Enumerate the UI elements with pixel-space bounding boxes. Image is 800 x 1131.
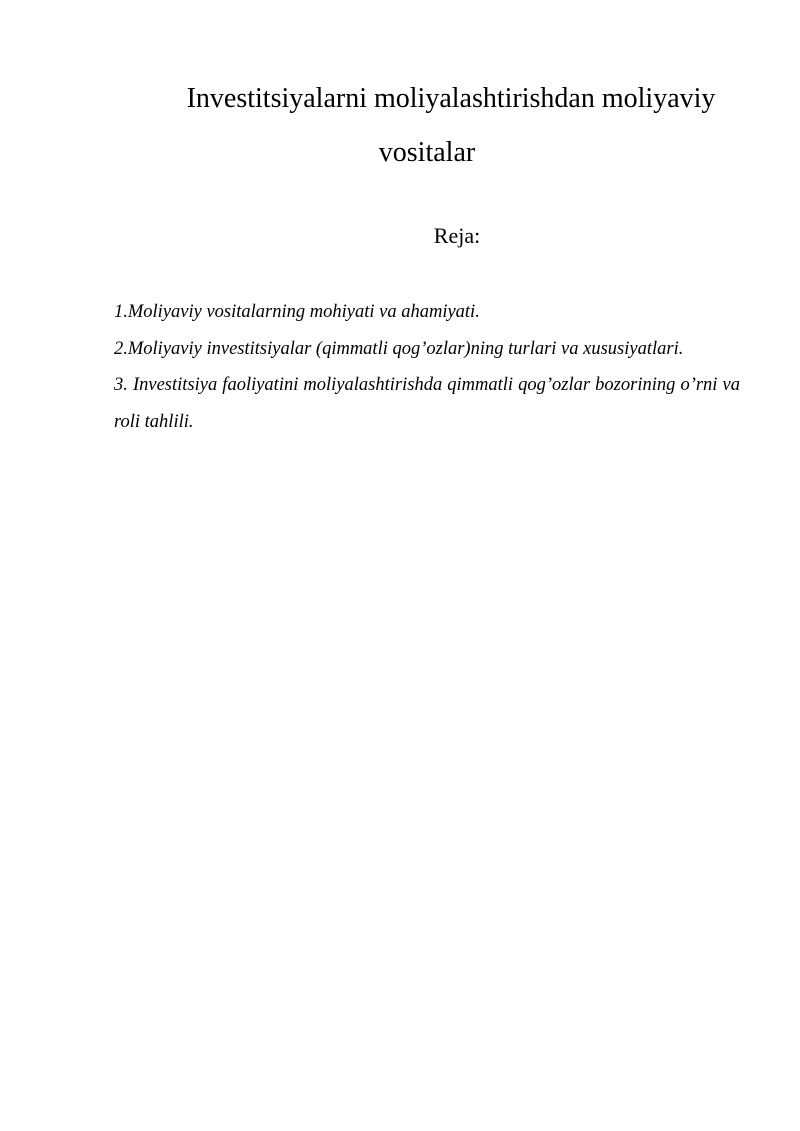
plan-list [114,294,740,440]
plan-item-1: 1.Moliyaviy vositalarning mohiyati va ahamiyati. [114,302,480,322]
plan-item-3: 3. Investitsiya faoliyatini moliyalashtirishda qimmatli qog’ozlar bozorining o’rni va roli tahlili. [114,375,740,432]
plan-item-2: 2.Moliyaviy investitsiyalar (qimmatli qog’ozlar)ning turlari va xususiyatlari. [114,338,684,359]
plan-heading: Reja: [433,223,481,248]
document-title: Investitsiyalarni moliyalashtirishdan moliyaviy vositalar [186,83,716,168]
